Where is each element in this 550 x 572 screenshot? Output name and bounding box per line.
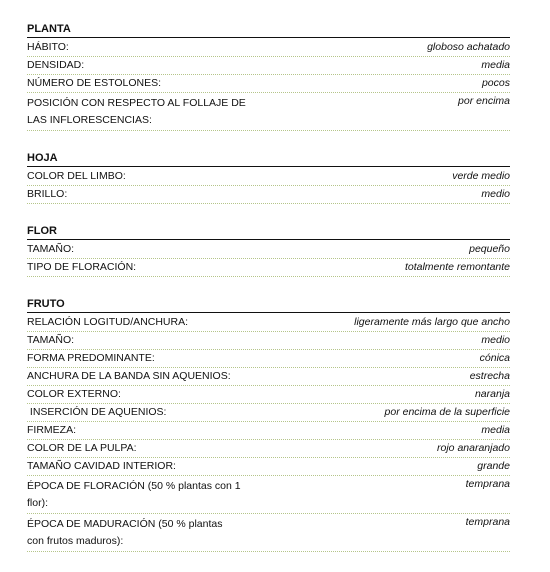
row-label: FIRMEZA:	[27, 424, 76, 436]
row-value: temprana	[465, 516, 510, 528]
row-label: ÉPOCA DE FLORACIÓN (50 % plantas con 1 flor):	[27, 480, 244, 509]
row-value: naranja	[474, 388, 510, 400]
table-row	[27, 350, 510, 368]
row-label: ÉPOCA DE MADURACIÓN (50 % plantas con frutos maduros):	[27, 518, 226, 547]
row-label: COLOR EXTERNO:	[27, 388, 121, 400]
characteristics-sheet	[27, 22, 510, 572]
row-value: estrecha	[469, 370, 510, 382]
section-fruto	[27, 297, 510, 552]
table-row	[27, 93, 510, 131]
row-value: media	[481, 424, 510, 436]
table-row	[27, 57, 510, 75]
table-row	[27, 259, 510, 277]
table-row	[27, 75, 510, 93]
row-label: TAMAÑO CAVIDAD INTERIOR:	[27, 460, 176, 472]
table-row	[27, 368, 510, 386]
row-value: pequeño	[469, 243, 510, 255]
row-label: DENSIDAD:	[27, 59, 85, 71]
row-label: ANCHURA DE LA BANDA SIN AQUENIOS:	[27, 370, 231, 382]
table-row	[27, 168, 510, 186]
row-value: rojo anaranjado	[437, 442, 510, 454]
row-label: POSICIÓN CON RESPECTO AL FOLLAJE DE LAS INFLORESCENCIAS:	[27, 97, 249, 126]
section-title: FLOR	[27, 224, 510, 240]
row-value: globoso achatado	[427, 41, 510, 53]
section-title: HOJA	[27, 151, 510, 167]
table-row	[27, 404, 510, 422]
table-row	[27, 422, 510, 440]
row-label: BRILLO:	[27, 188, 68, 200]
table-row	[27, 332, 510, 350]
table-row	[27, 440, 510, 458]
row-label: INSERCIÓN DE AQUENIOS:	[27, 406, 167, 418]
row-value: media	[481, 59, 510, 71]
row-value: grande	[477, 460, 510, 472]
table-row	[27, 39, 510, 57]
row-label: COLOR DEL LIMBO:	[27, 170, 126, 182]
section-title: PLANTA	[27, 22, 510, 38]
row-label: NÚMERO DE ESTOLONES:	[27, 77, 161, 89]
table-row	[27, 514, 510, 552]
table-row	[27, 241, 510, 259]
row-label: TAMAÑO:	[27, 243, 75, 255]
row-label: COLOR DE LA PULPA:	[27, 442, 137, 454]
row-value: temprana	[465, 478, 510, 490]
row-value: cónica	[479, 352, 510, 364]
table-row	[27, 186, 510, 204]
row-label: TAMAÑO:	[27, 334, 75, 346]
section-title: FRUTO	[27, 297, 510, 313]
row-value: medio	[481, 188, 510, 200]
row-value: por encima	[458, 95, 510, 107]
row-value: pocos	[481, 77, 510, 89]
row-value: ligeramente más largo que ancho	[354, 316, 510, 328]
table-row	[27, 386, 510, 404]
table-row	[27, 458, 510, 476]
row-label: HÁBITO:	[27, 41, 69, 53]
row-value: medio	[481, 334, 510, 346]
section-flor	[27, 224, 510, 277]
row-value: por encima de la superficie	[384, 406, 510, 418]
row-value: totalmente remontante	[404, 261, 510, 273]
table-row	[27, 476, 510, 514]
row-label: TIPO DE FLORACIÓN:	[27, 261, 137, 273]
section-hoja	[27, 151, 510, 204]
row-label: RELACIÓN LOGITUD/ANCHURA:	[27, 316, 189, 328]
section-planta	[27, 22, 510, 131]
table-row	[27, 314, 510, 332]
row-label: FORMA PREDOMINANTE:	[27, 352, 155, 364]
row-value: verde medio	[452, 170, 510, 182]
